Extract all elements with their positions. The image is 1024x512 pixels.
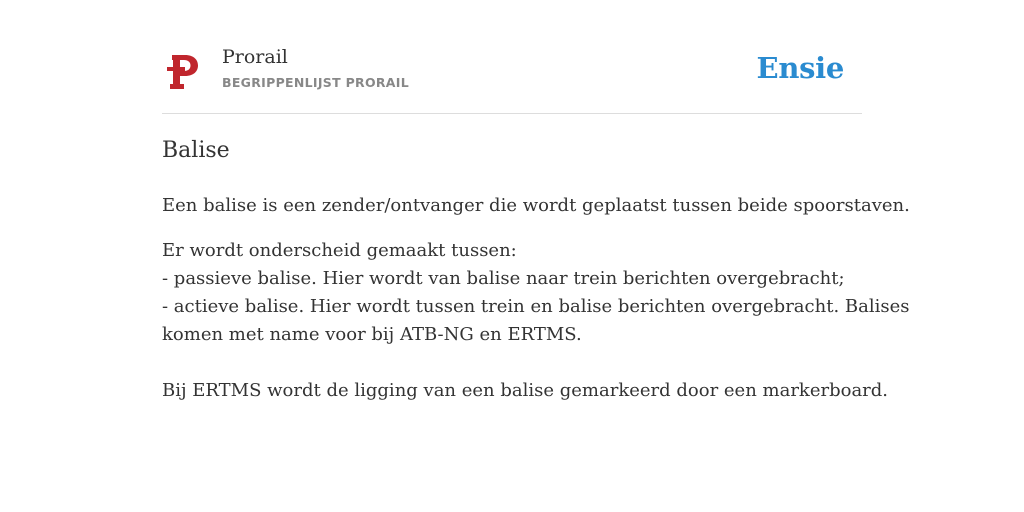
body-line: - passieve balise. Hier wordt van balise naar trein berichten overgebracht; — [162, 268, 845, 289]
site-header — [162, 40, 862, 114]
body-line: Bij ERTMS wordt de ligging van een balise gemarkeerd door een markerboard. — [162, 380, 889, 401]
body-line — [162, 349, 882, 377]
page-title: Balise — [162, 138, 230, 163]
ensie-brand-logo[interactable]: Ensie — [756, 51, 844, 85]
site-name[interactable]: Prorail — [222, 46, 288, 68]
body-line: - actieve balise. Hier wordt tussen trein en balise berichten overgebracht. Balises — [162, 296, 910, 317]
entry-body — [162, 237, 910, 405]
site-subtitle: BEGRIPPENLIJST PRORAIL — [222, 75, 410, 90]
prorail-logo-icon[interactable] — [167, 53, 203, 91]
body-line: Er wordt onderscheid gemaakt tussen: — [162, 240, 517, 261]
body-line: komen met name voor bij ATB-NG en ERTMS. — [162, 324, 582, 345]
definition-text: Een balise is een zender/ontvanger die wordt geplaatst tussen beide spoorstaven. — [162, 195, 910, 216]
